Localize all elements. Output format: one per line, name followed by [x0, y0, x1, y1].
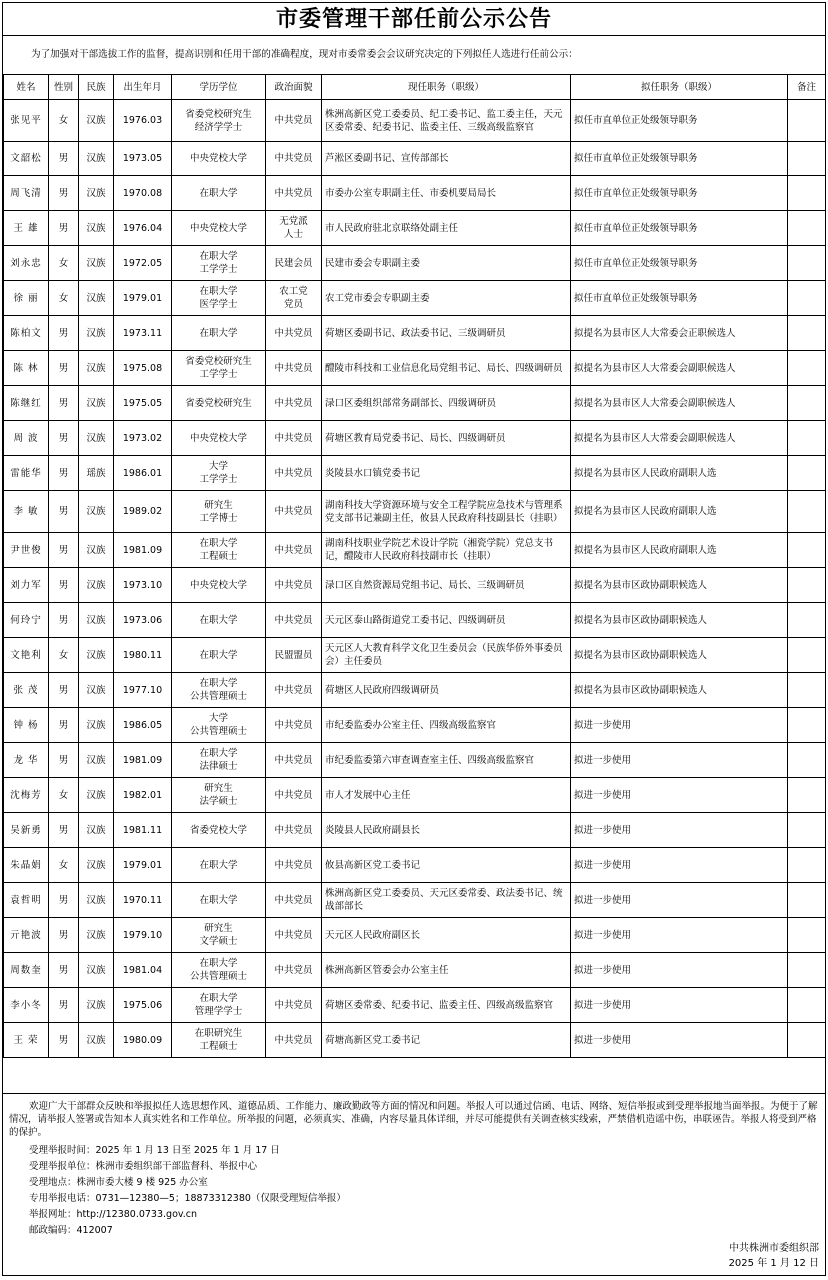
cell-proposed-post: 拟进一步使用	[571, 918, 788, 953]
cell-proposed-post: 拟进一步使用	[571, 953, 788, 988]
cell-proposed-post: 拟进一步使用	[571, 743, 788, 778]
issue-date: 2025 年 1 月 12 日	[728, 1258, 819, 1269]
cell-proposed-post: 拟提名为县市区政协副职候选人	[571, 603, 788, 638]
cell-name: 陈柏文	[4, 316, 49, 351]
cell-gender: 男	[49, 176, 79, 211]
table-row	[4, 743, 826, 778]
cell-note	[788, 953, 826, 988]
cell-birth: 1973.11	[114, 316, 172, 351]
cell-political: 中共党员	[266, 883, 322, 918]
cell-gender: 男	[49, 568, 79, 603]
cell-proposed-post: 拟任市直单位正处级领导职务	[571, 176, 788, 211]
cell-ethnic: 瑶族	[79, 456, 114, 491]
cell-note	[788, 813, 826, 848]
cell-birth: 1980.11	[114, 638, 172, 673]
intro-text: 为了加强对干部选拔工作的监督，提高识别和任用干部的准确程度，现对市委常委会会议研究决定的下列拟任人选进行任前公示：	[31, 49, 578, 60]
cell-gender: 男	[49, 316, 79, 351]
cell-note	[788, 708, 826, 743]
cell-note	[788, 568, 826, 603]
cell-proposed-post: 拟提名为县市区政协副职候选人	[571, 673, 788, 708]
cell-education: 研究生 文学硕士	[172, 918, 266, 953]
cell-education: 大学 工学学士	[172, 456, 266, 491]
cell-note	[788, 386, 826, 421]
cell-education: 中央党校大学	[172, 211, 266, 246]
table-row	[4, 813, 826, 848]
cell-political: 中共党员	[266, 743, 322, 778]
report-phone: 专用举报电话：0731—12380—5；18873312380（仅限受理短信举报）	[29, 1193, 346, 1204]
signature-block	[729, 1241, 819, 1271]
table-row	[4, 491, 826, 533]
cell-current-post: 民建市委会专职副主委	[322, 246, 571, 281]
cell-birth: 1970.11	[114, 883, 172, 918]
cell-political: 中共党员	[266, 673, 322, 708]
cell-birth: 1979.10	[114, 918, 172, 953]
cell-gender: 男	[49, 953, 79, 988]
cell-name: 吴新勇	[4, 813, 49, 848]
col-header-birth: 出生年月	[114, 75, 172, 100]
report-location: 受理地点：株洲市委大楼 9 楼 925 办公室	[29, 1177, 208, 1188]
cell-education: 大学 公共管理硕士	[172, 708, 266, 743]
cell-political: 中共党员	[266, 568, 322, 603]
issuer-name: 中共株洲市委组织部	[729, 1243, 819, 1254]
cell-political: 中共党员	[266, 491, 322, 533]
cell-gender: 男	[49, 491, 79, 533]
cell-birth: 1973.10	[114, 568, 172, 603]
cell-proposed-post: 拟进一步使用	[571, 883, 788, 918]
cell-ethnic: 汉族	[79, 778, 114, 813]
cell-education: 中央党校大学	[172, 142, 266, 176]
cell-birth: 1981.11	[114, 813, 172, 848]
cell-education: 在职大学	[172, 848, 266, 883]
cell-education: 研究生 法学硕士	[172, 778, 266, 813]
cell-name: 朱晶娟	[4, 848, 49, 883]
cell-name: 何玲宁	[4, 603, 49, 638]
cell-current-post: 湖南科技职业学院艺术设计学院（湘瓷学院）党总支书记，醴陵市人民政府科技副市长（挂职）	[322, 533, 571, 568]
cell-note	[788, 351, 826, 386]
cell-current-post: 荷塘高新区党工委书记	[322, 1023, 571, 1058]
cell-political: 中共党员	[266, 456, 322, 491]
report-postcode: 邮政编码：412007	[29, 1225, 113, 1236]
cell-birth: 1975.08	[114, 351, 172, 386]
cell-birth: 1973.02	[114, 421, 172, 456]
cell-name: 徐 丽	[4, 281, 49, 316]
cell-note	[788, 533, 826, 568]
cell-political: 中共党员	[266, 533, 322, 568]
cell-note	[788, 848, 826, 883]
cell-political: 农工党 党员	[266, 281, 322, 316]
cell-current-post: 渌口区自然资源局党组书记、局长、三级调研员	[322, 568, 571, 603]
cell-ethnic: 汉族	[79, 211, 114, 246]
cell-current-post: 株洲高新区党工委委员、纪工委书记、监工委主任，天元区委常委、纪委书记、监委主任、三级高级监察官	[322, 100, 571, 142]
cell-proposed-post: 拟任市直单位正处级领导职务	[571, 211, 788, 246]
table-row	[4, 673, 826, 708]
cell-birth: 1973.06	[114, 603, 172, 638]
cell-current-post: 天元区人大教育科学文化卫生委员会（民族华侨外事委员会）主任委员	[322, 638, 571, 673]
cell-birth: 1976.03	[114, 100, 172, 142]
col-header-name: 姓名	[4, 75, 49, 100]
table-row	[4, 603, 826, 638]
cell-ethnic: 汉族	[79, 568, 114, 603]
cell-name: 钟 杨	[4, 708, 49, 743]
table-row	[4, 778, 826, 813]
report-instructions: 欢迎广大干部群众反映和举报拟任人选思想作风、道德品质、工作能力、廉政勤政等方面的情况和问题。举报人可以通过信函、电话、网络、短信举报或到受理举报地当面举报。为便于了解情况，请举报人签署或告知本人真实姓名和工作单位。所举报的问题，必须真实、准确，内容尽量具体详细，并尽可能提供有关调查核实线索，严禁借机造谣中伤，串联诬告。举报人将受到严格的保护。	[9, 1101, 818, 1138]
cell-gender: 男	[49, 1023, 79, 1058]
cell-ethnic: 汉族	[79, 491, 114, 533]
cell-gender: 男	[49, 988, 79, 1023]
cell-current-post: 市人民政府驻北京联络处副主任	[322, 211, 571, 246]
cell-name: 王 雄	[4, 211, 49, 246]
cell-current-post: 渌口区委组织部常务副部长、四级调研员	[322, 386, 571, 421]
cell-gender: 男	[49, 603, 79, 638]
cell-ethnic: 汉族	[79, 918, 114, 953]
cell-current-post: 株洲高新区管委会办公室主任	[322, 953, 571, 988]
cell-political: 中共党员	[266, 988, 322, 1023]
cell-gender: 男	[49, 421, 79, 456]
cell-note	[788, 1023, 826, 1058]
cell-name: 周飞清	[4, 176, 49, 211]
cell-ethnic: 汉族	[79, 743, 114, 778]
cell-note	[788, 883, 826, 918]
cell-education: 在职大学 工程硕士	[172, 533, 266, 568]
cell-proposed-post: 拟提名为县市区人民政府副职人选	[571, 491, 788, 533]
cell-education: 在职大学 医学学士	[172, 281, 266, 316]
cell-political: 中共党员	[266, 386, 322, 421]
cell-education: 省委党校研究生 经济学学士	[172, 100, 266, 142]
report-period: 受理举报时间：2025 年 1 月 13 日至 2025 年 1 月 17 日	[29, 1145, 280, 1156]
cell-education: 省委党校研究生	[172, 386, 266, 421]
cell-name: 尹世俊	[4, 533, 49, 568]
cell-education: 在职大学	[172, 316, 266, 351]
cell-gender: 男	[49, 813, 79, 848]
cell-ethnic: 汉族	[79, 603, 114, 638]
cell-education: 研究生 工学博士	[172, 491, 266, 533]
cell-proposed-post: 拟进一步使用	[571, 813, 788, 848]
cell-political: 中共党员	[266, 778, 322, 813]
cell-birth: 1981.09	[114, 743, 172, 778]
cell-proposed-post: 拟提名为县市区人大常委会副职候选人	[571, 421, 788, 456]
cell-political: 中共党员	[266, 1023, 322, 1058]
cell-name: 李小冬	[4, 988, 49, 1023]
cell-ethnic: 汉族	[79, 281, 114, 316]
table-row	[4, 533, 826, 568]
cell-gender: 男	[49, 142, 79, 176]
cell-political: 中共党员	[266, 953, 322, 988]
cell-gender: 男	[49, 456, 79, 491]
col-header-gender: 性别	[49, 75, 79, 100]
cell-current-post: 市委办公室专职副主任、市委机要局局长	[322, 176, 571, 211]
cell-note	[788, 638, 826, 673]
cell-ethnic: 汉族	[79, 848, 114, 883]
cell-gender: 男	[49, 708, 79, 743]
col-header-ethnic: 民族	[79, 75, 114, 100]
cell-proposed-post: 拟任市直单位正处级领导职务	[571, 142, 788, 176]
cell-current-post: 天元区人民政府副区长	[322, 918, 571, 953]
cell-birth: 1979.01	[114, 848, 172, 883]
cell-name: 张见平	[4, 100, 49, 142]
col-header-current-post: 现任职务（职级）	[322, 75, 571, 100]
table-row	[4, 638, 826, 673]
cell-current-post: 荷塘区教育局党委书记、局长、四级调研员	[322, 421, 571, 456]
col-header-proposed-post: 拟任职务（职级）	[571, 75, 788, 100]
cell-gender: 女	[49, 778, 79, 813]
cell-ethnic: 汉族	[79, 351, 114, 386]
cell-note	[788, 918, 826, 953]
cell-current-post: 攸县高新区党工委书记	[322, 848, 571, 883]
cell-political: 中共党员	[266, 351, 322, 386]
cell-birth: 1976.04	[114, 211, 172, 246]
cell-education: 在职大学	[172, 883, 266, 918]
cell-proposed-post: 拟任市直单位正处级领导职务	[571, 281, 788, 316]
cell-name: 王 荣	[4, 1023, 49, 1058]
table-row	[4, 176, 826, 211]
cell-ethnic: 汉族	[79, 953, 114, 988]
cell-proposed-post: 拟提名为县市区人大常委会正职候选人	[571, 316, 788, 351]
cell-note	[788, 100, 826, 142]
cell-name: 刘力军	[4, 568, 49, 603]
cell-education: 中央党校大学	[172, 421, 266, 456]
cell-birth: 1975.05	[114, 386, 172, 421]
cell-note	[788, 211, 826, 246]
table-row	[4, 421, 826, 456]
cell-proposed-post: 拟进一步使用	[571, 708, 788, 743]
cell-education: 在职大学 公共管理硕士	[172, 673, 266, 708]
cell-proposed-post: 拟提名为县市区人民政府副职人选	[571, 533, 788, 568]
cell-birth: 1981.04	[114, 953, 172, 988]
cell-gender: 女	[49, 246, 79, 281]
cell-name: 亓艳波	[4, 918, 49, 953]
cell-note	[788, 176, 826, 211]
cell-gender: 女	[49, 100, 79, 142]
cell-ethnic: 汉族	[79, 533, 114, 568]
cell-education: 在职大学 管理学学士	[172, 988, 266, 1023]
cell-political: 中共党员	[266, 918, 322, 953]
cell-note	[788, 491, 826, 533]
cell-proposed-post: 拟提名为县市区政协副职候选人	[571, 638, 788, 673]
cell-political: 中共党员	[266, 421, 322, 456]
cell-proposed-post: 拟进一步使用	[571, 1023, 788, 1058]
cell-current-post: 炎陵县人民政府副县长	[322, 813, 571, 848]
table-header-row	[4, 75, 826, 100]
cell-name: 沈梅芳	[4, 778, 49, 813]
cell-education: 在职大学	[172, 638, 266, 673]
cell-gender: 男	[49, 211, 79, 246]
cell-birth: 1977.10	[114, 673, 172, 708]
cell-note	[788, 246, 826, 281]
cell-note	[788, 421, 826, 456]
table-row	[4, 316, 826, 351]
cell-education: 省委党校大学	[172, 813, 266, 848]
table-row	[4, 568, 826, 603]
col-header-note: 备注	[788, 75, 826, 100]
cell-birth: 1975.06	[114, 988, 172, 1023]
cell-proposed-post: 拟进一步使用	[571, 988, 788, 1023]
cell-note	[788, 603, 826, 638]
cell-current-post: 荷塘区委副书记、政法委书记、三级调研员	[322, 316, 571, 351]
table-row	[4, 246, 826, 281]
cell-gender: 男	[49, 386, 79, 421]
cell-political: 中共党员	[266, 176, 322, 211]
cell-current-post: 天元区泰山路街道党工委书记、四级调研员	[322, 603, 571, 638]
col-header-political: 政治面貌	[266, 75, 322, 100]
cell-current-post: 荷塘区人民政府四级调研员	[322, 673, 571, 708]
table-row	[4, 281, 826, 316]
cell-ethnic: 汉族	[79, 176, 114, 211]
cell-education: 在职大学	[172, 603, 266, 638]
cell-gender: 男	[49, 743, 79, 778]
table-row	[4, 883, 826, 918]
cell-name: 文韶松	[4, 142, 49, 176]
cell-ethnic: 汉族	[79, 100, 114, 142]
cell-ethnic: 汉族	[79, 638, 114, 673]
table-row	[4, 142, 826, 176]
cell-name: 周数奎	[4, 953, 49, 988]
cell-note	[788, 988, 826, 1023]
cell-ethnic: 汉族	[79, 1023, 114, 1058]
cell-proposed-post: 拟提名为县市区人大常委会副职候选人	[571, 386, 788, 421]
cell-proposed-post: 拟提名为县市区政协副职候选人	[571, 568, 788, 603]
cell-birth: 1972.05	[114, 246, 172, 281]
cell-education: 在职大学	[172, 176, 266, 211]
report-website[interactable]: 举报网址：http://12380.0733.gov.cn	[29, 1209, 198, 1220]
table-row	[4, 953, 826, 988]
cell-birth: 1986.01	[114, 456, 172, 491]
cell-gender: 女	[49, 638, 79, 673]
cell-ethnic: 汉族	[79, 316, 114, 351]
cell-name: 龙 华	[4, 743, 49, 778]
cell-current-post: 芦淞区委副书记、宣传部部长	[322, 142, 571, 176]
cell-proposed-post: 拟任市直单位正处级领导职务	[571, 100, 788, 142]
notice-document	[2, 2, 826, 1276]
cell-gender: 男	[49, 883, 79, 918]
report-unit: 受理举报单位：株洲市委组织部干部监督科、举报中心	[29, 1161, 258, 1172]
cell-gender: 男	[49, 918, 79, 953]
cell-note	[788, 778, 826, 813]
cell-ethnic: 汉族	[79, 421, 114, 456]
cell-proposed-post: 拟进一步使用	[571, 778, 788, 813]
cell-current-post: 炎陵县水口镇党委书记	[322, 456, 571, 491]
table-row	[4, 988, 826, 1023]
cell-current-post: 市纪委监委办公室主任、四级高级监察官	[322, 708, 571, 743]
cell-current-post: 市人才发展中心主任	[322, 778, 571, 813]
cell-name: 李 敏	[4, 491, 49, 533]
cell-proposed-post: 拟进一步使用	[571, 848, 788, 883]
col-header-education: 学历学位	[172, 75, 266, 100]
table-row	[4, 708, 826, 743]
cell-proposed-post: 拟提名为县市区人大常委会副职候选人	[571, 351, 788, 386]
cell-political: 中共党员	[266, 813, 322, 848]
footer-section	[3, 1093, 825, 1275]
cell-ethnic: 汉族	[79, 142, 114, 176]
cell-proposed-post: 拟提名为县市区人民政府副职人选	[571, 456, 788, 491]
page-title: 市委管理干部任前公示公告	[3, 3, 825, 36]
cell-gender: 男	[49, 673, 79, 708]
cell-note	[788, 673, 826, 708]
cell-birth: 1982.01	[114, 778, 172, 813]
cell-name: 张 茂	[4, 673, 49, 708]
cell-note	[788, 743, 826, 778]
cell-education: 在职大学 法律硕士	[172, 743, 266, 778]
cell-birth: 1979.01	[114, 281, 172, 316]
cell-gender: 女	[49, 848, 79, 883]
cell-political: 中共党员	[266, 708, 322, 743]
cell-ethnic: 汉族	[79, 883, 114, 918]
cell-current-post: 湖南科技大学资源环境与安全工程学院应急技术与管理系党支部书记兼副主任，攸县人民政府科技副县长（挂职）	[322, 491, 571, 533]
cell-name: 周 波	[4, 421, 49, 456]
cell-ethnic: 汉族	[79, 988, 114, 1023]
cell-ethnic: 汉族	[79, 246, 114, 281]
cell-political: 中共党员	[266, 848, 322, 883]
cell-proposed-post: 拟任市直单位正处级领导职务	[571, 246, 788, 281]
cell-note	[788, 456, 826, 491]
table-row	[4, 456, 826, 491]
cell-name: 文艳利	[4, 638, 49, 673]
table-row	[4, 211, 826, 246]
table-row	[4, 351, 826, 386]
cell-education: 省委党校研究生 工学学士	[172, 351, 266, 386]
cell-current-post: 市纪委监委第六审查调查室主任、四级高级监察官	[322, 743, 571, 778]
cell-ethnic: 汉族	[79, 673, 114, 708]
cell-gender: 女	[49, 281, 79, 316]
table-row	[4, 386, 826, 421]
cell-name: 雷能华	[4, 456, 49, 491]
cell-political: 民建会员	[266, 246, 322, 281]
cell-birth: 1973.05	[114, 142, 172, 176]
cell-note	[788, 316, 826, 351]
cell-birth: 1989.02	[114, 491, 172, 533]
cell-birth: 1981.09	[114, 533, 172, 568]
cell-name: 袁哲明	[4, 883, 49, 918]
cell-political: 中共党员	[266, 316, 322, 351]
cell-current-post: 株洲高新区党工委委员、天元区委常委、政法委书记、统战部部长	[322, 883, 571, 918]
cell-name: 陈继红	[4, 386, 49, 421]
cell-note	[788, 142, 826, 176]
cell-education: 在职大学 工学学士	[172, 246, 266, 281]
cell-ethnic: 汉族	[79, 386, 114, 421]
candidates-table	[3, 74, 826, 1058]
cell-political: 中共党员	[266, 142, 322, 176]
cell-birth: 1980.09	[114, 1023, 172, 1058]
cell-political: 中共党员	[266, 100, 322, 142]
cell-birth: 1970.08	[114, 176, 172, 211]
cell-political: 无党派 人士	[266, 211, 322, 246]
cell-political: 民盟盟员	[266, 638, 322, 673]
cell-ethnic: 汉族	[79, 708, 114, 743]
table-row	[4, 1023, 826, 1058]
cell-education: 在职研究生 工程硕士	[172, 1023, 266, 1058]
cell-gender: 男	[49, 351, 79, 386]
cell-current-post: 荷塘区委常委、纪委书记、监委主任、四级高级监察官	[322, 988, 571, 1023]
cell-education: 中央党校大学	[172, 568, 266, 603]
cell-name: 陈 林	[4, 351, 49, 386]
table-row	[4, 918, 826, 953]
cell-education: 在职大学 公共管理硕士	[172, 953, 266, 988]
cell-current-post: 醴陵市科技和工业信息化局党组书记、局长、四级调研员	[322, 351, 571, 386]
cell-birth: 1986.05	[114, 708, 172, 743]
table-row	[4, 848, 826, 883]
cell-name: 刘永忠	[4, 246, 49, 281]
cell-gender: 男	[49, 533, 79, 568]
cell-ethnic: 汉族	[79, 813, 114, 848]
table-row	[4, 100, 826, 142]
cell-current-post: 农工党市委会专职副主委	[322, 281, 571, 316]
cell-political: 中共党员	[266, 603, 322, 638]
cell-note	[788, 281, 826, 316]
